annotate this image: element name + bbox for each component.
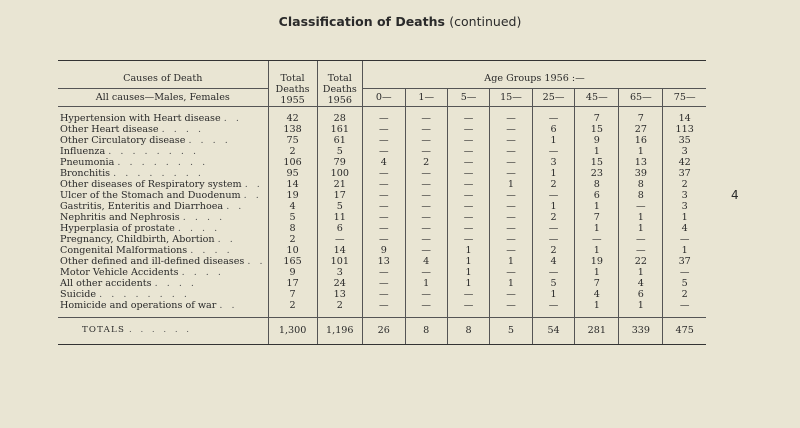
table-row xyxy=(58,124,706,135)
value-cell: 42 xyxy=(268,107,317,124)
cause-cell xyxy=(58,267,268,278)
leader-dots: . . xyxy=(244,179,263,190)
table-row xyxy=(58,289,706,300)
value-cell: — xyxy=(575,234,619,245)
leader-dots: . . . . xyxy=(190,245,233,256)
value-cell: 1 xyxy=(619,267,663,278)
value-cell: 1 xyxy=(575,245,619,256)
title-suffix: (continued) xyxy=(449,14,522,29)
cause-name: Gastritis, Enteritis and Diarrhoea xyxy=(60,201,224,212)
table-row xyxy=(58,107,706,124)
value-cell: — xyxy=(490,190,533,201)
cause-cell xyxy=(58,223,268,234)
value-cell: — xyxy=(362,201,405,212)
value-cell: — xyxy=(405,190,447,201)
value-cell: — xyxy=(532,146,575,157)
cause-name: Other Circulatory disease xyxy=(60,135,186,146)
value-cell: — xyxy=(317,234,362,245)
cause-name: Other diseases of Respiratory system xyxy=(60,179,242,190)
value-cell: 1 xyxy=(447,267,489,278)
value-cell: 21 xyxy=(317,179,362,190)
value-cell: 35 xyxy=(663,135,706,146)
value-cell: 17 xyxy=(317,190,362,201)
value-cell: 1 xyxy=(619,212,663,223)
cause-name: Suicide xyxy=(60,289,97,300)
value-cell: — xyxy=(405,146,447,157)
value-cell: 1 xyxy=(575,300,619,318)
value-cell: — xyxy=(362,289,405,300)
cause-cell xyxy=(58,157,268,168)
value-cell: 138 xyxy=(268,124,317,135)
leader-dots: . . xyxy=(247,256,266,267)
value-cell: — xyxy=(490,212,533,223)
value-cell: — xyxy=(362,107,405,124)
value-cell: — xyxy=(405,168,447,179)
table-body xyxy=(58,107,706,318)
header-total-1955-label: Total Deaths xyxy=(275,73,310,95)
value-cell: — xyxy=(490,267,533,278)
value-cell: — xyxy=(447,179,489,190)
value-cell: 1 xyxy=(663,212,706,223)
value-cell: — xyxy=(405,124,447,135)
value-cell: 15 xyxy=(575,157,619,168)
value-cell: — xyxy=(405,201,447,212)
value-cell: 4 xyxy=(575,289,619,300)
value-cell: 1 xyxy=(619,146,663,157)
value-cell: 1 xyxy=(447,245,489,256)
value-cell: 2 xyxy=(317,300,362,318)
header-all-causes: All causes—Males, Females xyxy=(58,89,268,107)
value-cell: — xyxy=(447,201,489,212)
cause-cell xyxy=(58,289,268,300)
table-row xyxy=(58,179,706,190)
value-cell: 8 xyxy=(619,190,663,201)
value-cell: 5 xyxy=(268,212,317,223)
leader-dots: . . xyxy=(223,113,242,124)
value-cell: 165 xyxy=(268,256,317,267)
deaths-table-container xyxy=(58,60,706,345)
table-row xyxy=(58,223,706,234)
cause-cell xyxy=(58,179,268,190)
header-age-25: 25— xyxy=(532,89,575,107)
value-cell: 1 xyxy=(447,278,489,289)
totals-value: 475 xyxy=(663,318,706,345)
value-cell: 61 xyxy=(317,135,362,146)
table-row xyxy=(58,267,706,278)
value-cell: 17 xyxy=(268,278,317,289)
cause-name: Influenza xyxy=(60,146,106,157)
value-cell: 24 xyxy=(317,278,362,289)
value-cell: 100 xyxy=(317,168,362,179)
value-cell: 1 xyxy=(490,278,533,289)
cause-name: Ulcer of the Stomach and Duodenum xyxy=(60,190,241,201)
value-cell: 4 xyxy=(619,278,663,289)
header-total-1956-label: Total Deaths xyxy=(322,73,357,95)
header-causes: Causes of Death xyxy=(123,73,203,84)
totals-label: TOTALS xyxy=(82,325,126,335)
value-cell: — xyxy=(490,289,533,300)
value-cell: — xyxy=(362,146,405,157)
header-total-1955 xyxy=(268,61,317,107)
cause-name: All other accidents xyxy=(60,278,152,289)
value-cell: 2 xyxy=(268,300,317,318)
value-cell: 4 xyxy=(362,157,405,168)
value-cell: — xyxy=(532,190,575,201)
value-cell: 8 xyxy=(575,179,619,190)
value-cell: 42 xyxy=(663,157,706,168)
value-cell: 13 xyxy=(362,256,405,267)
value-cell: 1 xyxy=(405,278,447,289)
value-cell: — xyxy=(405,107,447,124)
value-cell: 10 xyxy=(268,245,317,256)
value-cell: 9 xyxy=(575,135,619,146)
header-age-1: 1— xyxy=(405,89,447,107)
cause-cell xyxy=(58,245,268,256)
value-cell: — xyxy=(447,124,489,135)
value-cell: 1 xyxy=(490,256,533,267)
table-row xyxy=(58,278,706,289)
value-cell: 2 xyxy=(663,179,706,190)
value-cell: 1 xyxy=(575,223,619,234)
value-cell: — xyxy=(447,107,489,124)
totals-value: 54 xyxy=(532,318,575,345)
value-cell: — xyxy=(362,179,405,190)
value-cell: 1 xyxy=(532,289,575,300)
value-cell: — xyxy=(447,157,489,168)
header-age-65: 65— xyxy=(619,89,663,107)
totals-row xyxy=(58,318,706,345)
leader-dots: . . . . xyxy=(154,278,197,289)
cause-name: Other Heart disease xyxy=(60,124,159,135)
value-cell: — xyxy=(362,212,405,223)
totals-value: 8 xyxy=(405,318,447,345)
value-cell: 13 xyxy=(317,289,362,300)
header-age-75: 75— xyxy=(663,89,706,107)
value-cell: — xyxy=(362,278,405,289)
leader-dots: . . . . xyxy=(161,124,205,135)
value-cell: 7 xyxy=(268,289,317,300)
cause-cell xyxy=(58,212,268,223)
header-age-15: 15— xyxy=(490,89,533,107)
value-cell: 4 xyxy=(268,201,317,212)
value-cell: 19 xyxy=(268,190,317,201)
header-row-bottom xyxy=(58,89,706,107)
value-cell: 4 xyxy=(532,256,575,267)
cause-name: Motor Vehicle Accidents xyxy=(60,267,179,278)
value-cell: 106 xyxy=(268,157,317,168)
value-cell: 1 xyxy=(575,267,619,278)
cause-cell xyxy=(58,135,268,146)
value-cell: — xyxy=(362,135,405,146)
value-cell: 5 xyxy=(663,278,706,289)
value-cell: — xyxy=(362,190,405,201)
value-cell: 161 xyxy=(317,124,362,135)
totals-dots: . . . . . . xyxy=(128,325,193,335)
value-cell: 1 xyxy=(532,201,575,212)
leader-dots: . . . . . . . . xyxy=(99,289,190,300)
value-cell: 2 xyxy=(663,289,706,300)
value-cell: 16 xyxy=(619,135,663,146)
value-cell: 8 xyxy=(619,179,663,190)
table-row xyxy=(58,245,706,256)
value-cell: — xyxy=(405,135,447,146)
cause-cell xyxy=(58,190,268,201)
value-cell: — xyxy=(447,135,489,146)
value-cell: 14 xyxy=(663,107,706,124)
totals-value: 26 xyxy=(362,318,405,345)
value-cell: — xyxy=(532,300,575,318)
totals-value: 1,196 xyxy=(317,318,362,345)
cause-cell xyxy=(58,107,268,124)
value-cell: 2 xyxy=(532,179,575,190)
value-cell: — xyxy=(447,190,489,201)
value-cell: 28 xyxy=(317,107,362,124)
value-cell: 3 xyxy=(663,146,706,157)
value-cell: 6 xyxy=(532,124,575,135)
value-cell: — xyxy=(447,223,489,234)
cause-name: Nephritis and Nephrosis xyxy=(60,212,180,223)
value-cell: — xyxy=(619,201,663,212)
value-cell: — xyxy=(490,300,533,318)
table-row xyxy=(58,256,706,267)
header-total-1955-year: 1955 xyxy=(280,95,305,106)
value-cell: — xyxy=(405,179,447,190)
value-cell: 79 xyxy=(317,157,362,168)
cause-name: Homicide and operations of war xyxy=(60,300,217,311)
leader-dots: . . xyxy=(219,300,238,311)
cause-cell xyxy=(58,234,268,245)
value-cell: — xyxy=(490,146,533,157)
totals-value: 1,300 xyxy=(268,318,317,345)
header-total-1956 xyxy=(317,61,362,107)
value-cell: 1 xyxy=(663,245,706,256)
value-cell: — xyxy=(490,201,533,212)
value-cell: 22 xyxy=(619,256,663,267)
value-cell: — xyxy=(447,212,489,223)
value-cell: — xyxy=(405,245,447,256)
value-cell: — xyxy=(532,107,575,124)
value-cell: 75 xyxy=(268,135,317,146)
value-cell: 7 xyxy=(575,212,619,223)
value-cell: — xyxy=(362,124,405,135)
value-cell: 27 xyxy=(619,124,663,135)
value-cell: — xyxy=(532,234,575,245)
totals-value: 281 xyxy=(575,318,619,345)
value-cell: — xyxy=(447,168,489,179)
title-text: Classification of Deaths xyxy=(278,14,445,29)
value-cell: 3 xyxy=(663,201,706,212)
value-cell: 37 xyxy=(663,168,706,179)
table-row xyxy=(58,146,706,157)
value-cell: — xyxy=(532,223,575,234)
value-cell: — xyxy=(490,124,533,135)
value-cell: — xyxy=(362,168,405,179)
value-cell: 1 xyxy=(619,300,663,318)
value-cell: 6 xyxy=(575,190,619,201)
value-cell: 6 xyxy=(317,223,362,234)
value-cell: 113 xyxy=(663,124,706,135)
value-cell: — xyxy=(405,289,447,300)
cause-cell xyxy=(58,168,268,179)
margin-page-number: 4 xyxy=(731,188,739,202)
value-cell: 4 xyxy=(405,256,447,267)
cause-name: Bronchitis xyxy=(60,168,111,179)
header-total-1956-year: 1956 xyxy=(327,95,352,106)
cause-cell xyxy=(58,256,268,267)
cause-name: Hyperplasia of prostate xyxy=(60,223,175,234)
value-cell: 6 xyxy=(619,289,663,300)
totals-value: 5 xyxy=(490,318,533,345)
table-row xyxy=(58,190,706,201)
value-cell: — xyxy=(405,234,447,245)
value-cell: 7 xyxy=(575,278,619,289)
header-age-45: 45— xyxy=(575,89,619,107)
value-cell: 5 xyxy=(532,278,575,289)
value-cell: — xyxy=(447,234,489,245)
value-cell: 9 xyxy=(268,267,317,278)
totals-value: 339 xyxy=(619,318,663,345)
value-cell: — xyxy=(619,245,663,256)
value-cell: — xyxy=(663,300,706,318)
value-cell: — xyxy=(490,107,533,124)
value-cell: 7 xyxy=(575,107,619,124)
value-cell: — xyxy=(490,157,533,168)
cause-name: Other defined and ill-defined diseases xyxy=(60,256,245,267)
value-cell: — xyxy=(619,234,663,245)
value-cell: 2 xyxy=(268,146,317,157)
table-row xyxy=(58,212,706,223)
value-cell: 2 xyxy=(532,245,575,256)
value-cell: — xyxy=(447,300,489,318)
table-row xyxy=(58,168,706,179)
value-cell: — xyxy=(490,223,533,234)
header-age-groups: Age Groups 1956 :— xyxy=(362,61,706,89)
value-cell: 1 xyxy=(575,201,619,212)
leader-dots: . . xyxy=(243,190,262,201)
value-cell: — xyxy=(490,234,533,245)
value-cell: 4 xyxy=(663,223,706,234)
cause-cell xyxy=(58,146,268,157)
table-row xyxy=(58,300,706,318)
value-cell: 1 xyxy=(447,256,489,267)
cause-name: Pneumonia xyxy=(60,157,115,168)
value-cell: 95 xyxy=(268,168,317,179)
header-row-top xyxy=(58,61,706,89)
value-cell: 3 xyxy=(532,157,575,168)
value-cell: 5 xyxy=(317,201,362,212)
value-cell: 1 xyxy=(532,135,575,146)
value-cell: 14 xyxy=(268,179,317,190)
value-cell: 39 xyxy=(619,168,663,179)
value-cell: — xyxy=(447,289,489,300)
value-cell: — xyxy=(405,212,447,223)
value-cell: — xyxy=(405,300,447,318)
page-title xyxy=(0,14,800,29)
value-cell: 1 xyxy=(532,168,575,179)
value-cell: — xyxy=(362,300,405,318)
leader-dots: . . . . xyxy=(177,223,221,234)
table-row xyxy=(58,157,706,168)
value-cell: — xyxy=(405,267,447,278)
value-cell: 101 xyxy=(317,256,362,267)
leader-dots: . . . . xyxy=(182,212,226,223)
value-cell: — xyxy=(663,267,706,278)
value-cell: — xyxy=(405,223,447,234)
value-cell: — xyxy=(362,267,405,278)
value-cell: 13 xyxy=(619,157,663,168)
table-row xyxy=(58,135,706,146)
table-row xyxy=(58,234,706,245)
value-cell: 7 xyxy=(619,107,663,124)
leader-dots: . . . . xyxy=(188,135,231,146)
leader-dots: . . xyxy=(226,201,245,212)
leader-dots: . . . . xyxy=(181,267,224,278)
value-cell: — xyxy=(362,234,405,245)
value-cell: — xyxy=(362,223,405,234)
value-cell: 2 xyxy=(405,157,447,168)
cause-cell xyxy=(58,124,268,135)
value-cell: 2 xyxy=(268,234,317,245)
value-cell: — xyxy=(490,168,533,179)
value-cell: 23 xyxy=(575,168,619,179)
value-cell: 11 xyxy=(317,212,362,223)
value-cell: 8 xyxy=(268,223,317,234)
value-cell: — xyxy=(447,146,489,157)
value-cell: — xyxy=(663,234,706,245)
value-cell: 37 xyxy=(663,256,706,267)
cause-name: Hypertension with Heart disease xyxy=(60,113,221,124)
value-cell: — xyxy=(532,267,575,278)
value-cell: 5 xyxy=(317,146,362,157)
leader-dots: . . xyxy=(217,234,236,245)
value-cell: 9 xyxy=(362,245,405,256)
value-cell: 1 xyxy=(575,146,619,157)
header-age-5: 5— xyxy=(447,89,489,107)
cause-cell xyxy=(58,278,268,289)
leader-dots: . . . . . . . . xyxy=(108,146,199,157)
value-cell: 3 xyxy=(663,190,706,201)
value-cell: — xyxy=(490,245,533,256)
table-row xyxy=(58,201,706,212)
deaths-table xyxy=(58,60,706,345)
value-cell: 14 xyxy=(317,245,362,256)
leader-dots: . . . . . . . . xyxy=(113,168,204,179)
value-cell: 3 xyxy=(317,267,362,278)
value-cell: 19 xyxy=(575,256,619,267)
value-cell: 15 xyxy=(575,124,619,135)
value-cell: 1 xyxy=(490,179,533,190)
totals-value: 8 xyxy=(447,318,489,345)
cause-cell xyxy=(58,201,268,212)
value-cell: — xyxy=(490,135,533,146)
value-cell: 1 xyxy=(619,223,663,234)
leader-dots: . . . . . . . . xyxy=(117,157,209,168)
totals-label-cell xyxy=(58,318,268,345)
value-cell: 2 xyxy=(532,212,575,223)
cause-name: Congenital Malformations xyxy=(60,245,188,256)
header-age-0: 0— xyxy=(362,89,405,107)
cause-cell xyxy=(58,300,268,318)
cause-name: Pregnancy, Childbirth, Abortion xyxy=(60,234,215,245)
